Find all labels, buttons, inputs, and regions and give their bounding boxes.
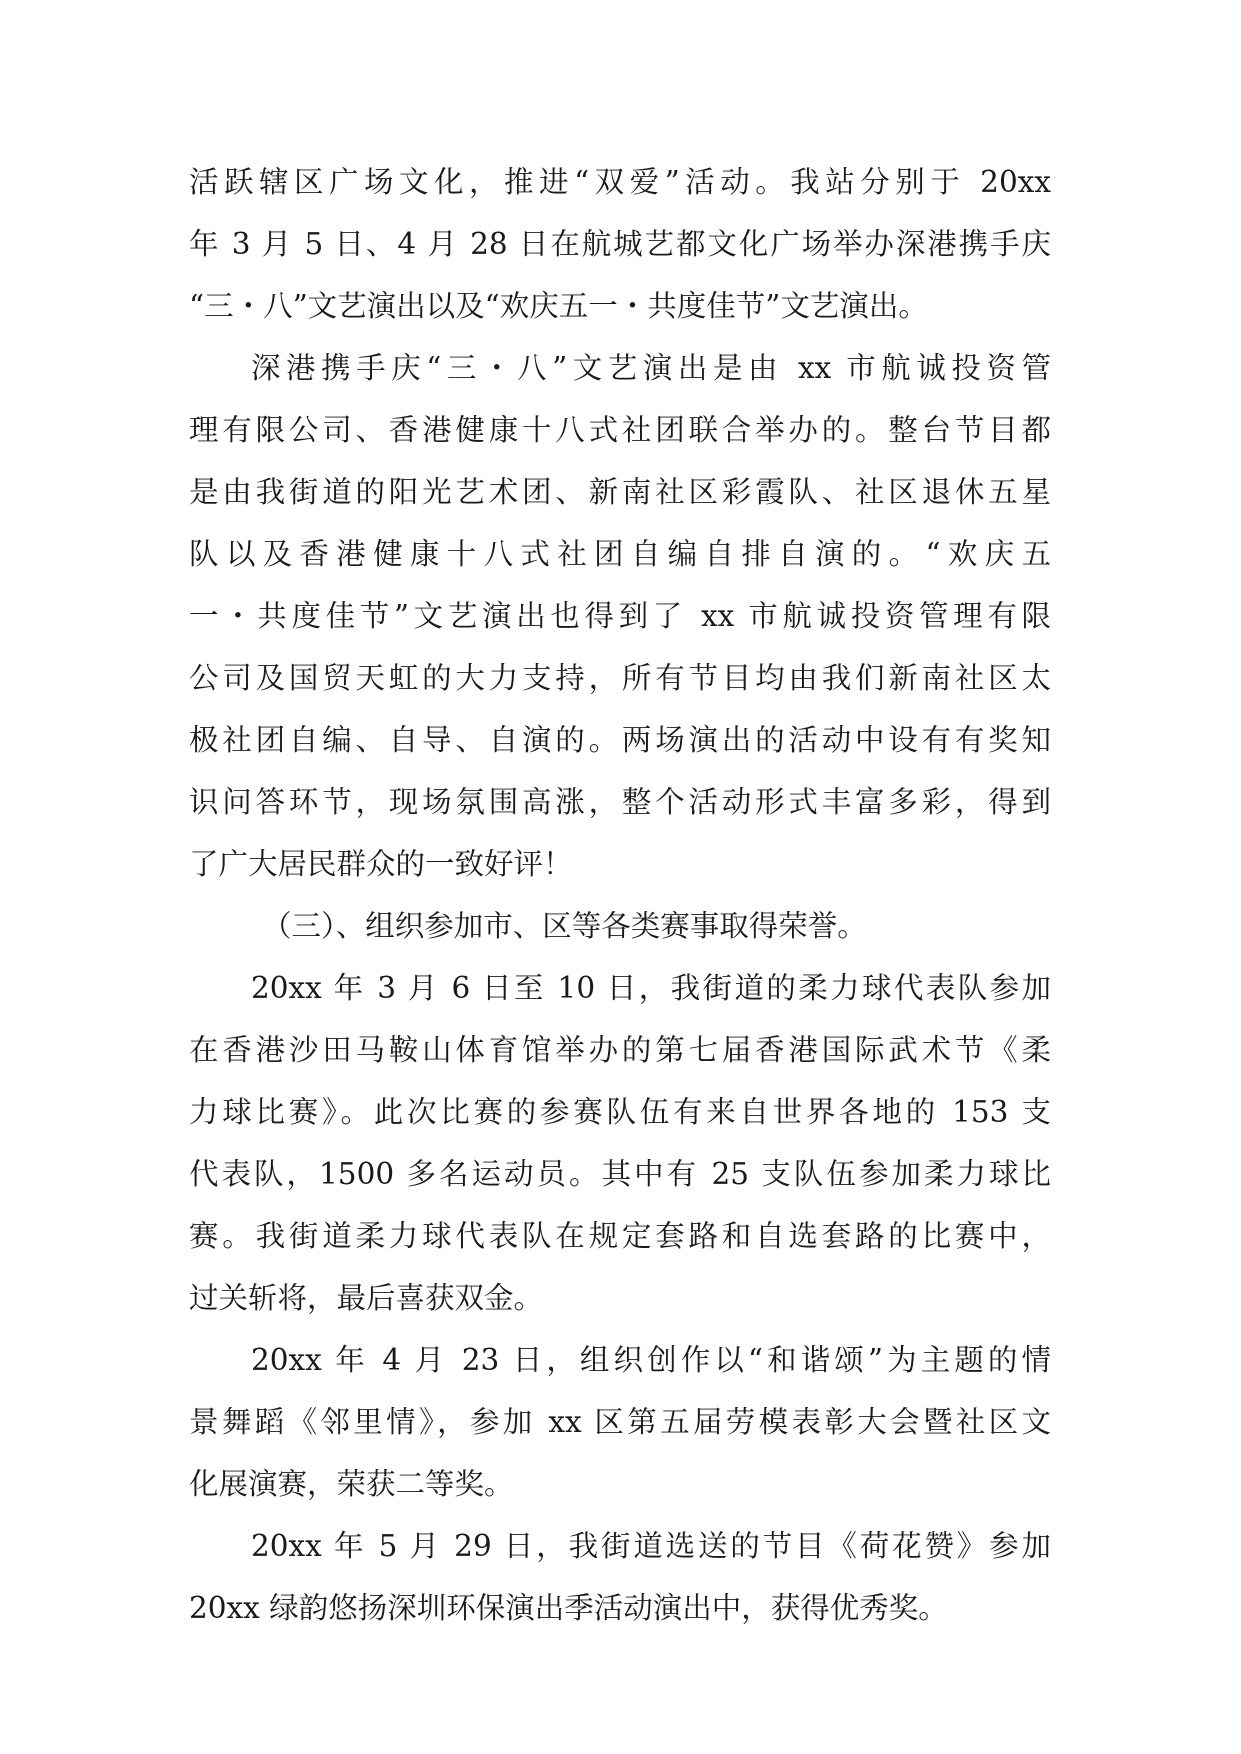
paragraph-line: 赛。我街道柔力球代表队在规定套路和自选套路的比赛中， [189, 1219, 1051, 1253]
paragraph-line: 识问答环节，现场氛围高涨，整个活动形式丰富多彩，得到 [189, 785, 1051, 819]
paragraph-line: 景舞蹈《邻里情》，参加 xx 区第五届劳模表彰大会暨社区文 [189, 1405, 1051, 1439]
paragraph-line: 20xx 年 5 月 29 日，我街道选送的节目《荷花赞》参加 [251, 1529, 1051, 1563]
paragraph-line: 一・共度佳节”文艺演出也得到了 xx 市航诚投资管理有限 [189, 599, 1051, 633]
paragraph-line: 深港携手庆“三・八”文艺演出是由 xx 市航诚投资管 [251, 351, 1051, 385]
section-heading: （三）、组织参加市、区等各类赛事取得荣誉。 [262, 909, 867, 943]
paragraph-line: 队以及香港健康十八式社团自编自排自演的。“欢庆五 [189, 537, 1051, 571]
paragraph-line: 理有限公司、香港健康十八式社团联合举办的。整台节目都 [189, 413, 1051, 447]
paragraph-line: 是由我街道的阳光艺术团、新南社区彩霞队、社区退休五星 [189, 475, 1051, 509]
paragraph-line: 代表队，1500 多名运动员。其中有 25 支队伍参加柔力球比 [189, 1157, 1051, 1191]
paragraph-line: 年 3 月 5 日、4 月 28 日在航城艺都文化广场举办深港携手庆 [189, 227, 1051, 261]
paragraph-line: 化展演赛，荣获二等奖。 [189, 1467, 514, 1501]
paragraph-line: 20xx 年 4 月 23 日，组织创作以“和谐颂”为主题的情 [251, 1343, 1051, 1377]
paragraph-line: “三・八”文艺演出以及“欢庆五一・共度佳节”文艺演出。 [189, 289, 928, 323]
paragraph-line: 过关斩将，最后喜获双金。 [189, 1281, 544, 1315]
paragraph-line: 在香港沙田马鞍山体育馆举办的第七届香港国际武术节《柔 [189, 1033, 1051, 1067]
paragraph-line: 20xx 年 3 月 6 日至 10 日，我街道的柔力球代表队参加 [251, 971, 1051, 1005]
paragraph-line: 力球比赛》。此次比赛的参赛队伍有来自世界各地的 153 支 [189, 1095, 1051, 1129]
paragraph-line: 极社团自编、自导、自演的。两场演出的活动中设有有奖知 [189, 723, 1051, 757]
paragraph-line: 公司及国贸天虹的大力支持，所有节目均由我们新南社区太 [189, 661, 1051, 695]
paragraph-line: 20xx 绿韵悠扬深圳环保演出季活动演出中，获得优秀奖。 [189, 1591, 948, 1625]
paragraph-line: 活跃辖区广场文化，推进“双爱”活动。我站分别于 20xx [189, 165, 1051, 199]
paragraph-line: 了广大居民群众的一致好评！ [189, 847, 573, 881]
